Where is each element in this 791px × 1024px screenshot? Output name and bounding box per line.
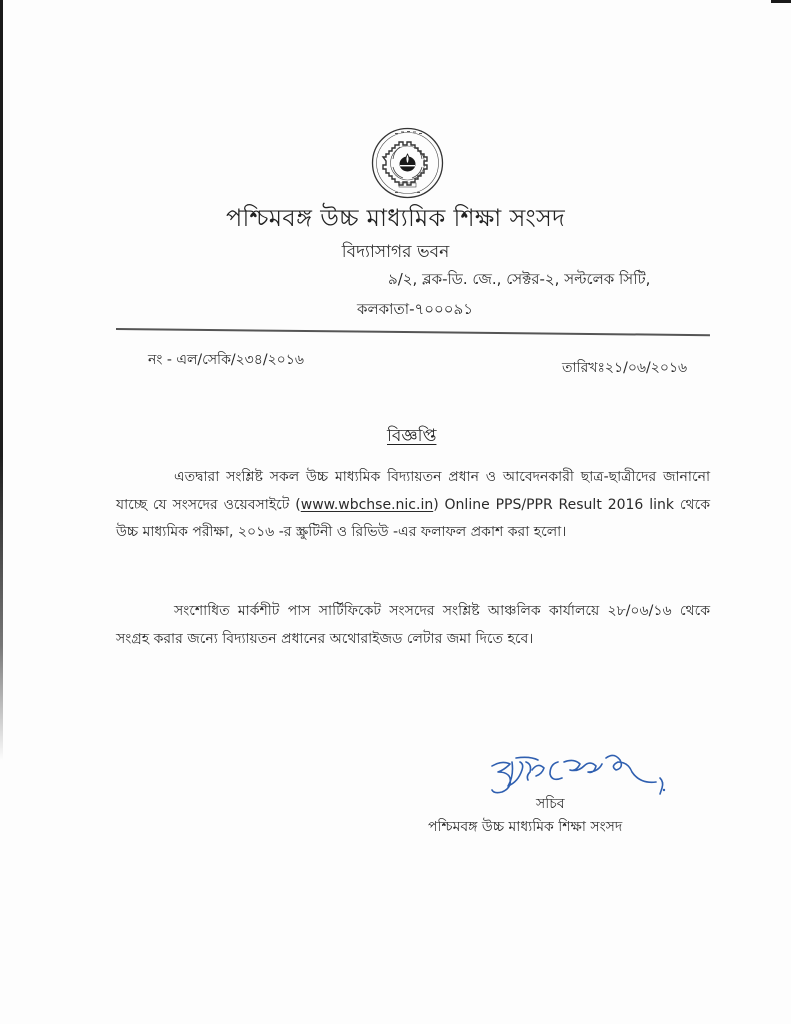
handwritten-signature-icon (488, 752, 678, 802)
building-name: বিদ্যাসাগর ভবন (341, 242, 450, 262)
paragraph-1-text-end: ) Online PPS/PPR Result 2016 link থেকে উচ্চ মাধ্যমিক পরীক্ষা, ২০১৬ -র স্ক্রুটিনী ও রিভিউ -এর ফলাফল প্রকাশ করা হলো। (116, 496, 710, 540)
notice-title: বিজ্ঞপ্তি (387, 426, 437, 446)
header-divider (116, 328, 710, 336)
address-line-2: কলকাতা-৭০০০৯১ (357, 300, 474, 318)
paragraph-2-text: সংশোধিত মার্কশীট পাস সার্টিফিকেট সংসদের সংশ্লিষ্ট আঞ্চলিক কার্যালয়ে ২৮/০৬/১৬ থেকে সংগ্রহ করার জন্যে বিদ্যায়তন প্রধানের অথোরাইজড লেটার জমা দিতে হবে। (116, 603, 710, 647)
wbchse-emblem-icon (371, 127, 444, 199)
notice-paragraph-2 (116, 598, 710, 653)
paragraph-1-text-start: এতদ্বারা সংশ্লিষ্ট সকল উচ্চ মাধ্যমিক বিদ্যায়তন প্রধান ও আবেদনকারী ছাত্র-ছাত্রীদের জানানো যাচ্ছে যে সংসদের ওয়েবসাইটে ( (116, 469, 710, 513)
scan-corner-shadow (771, 0, 791, 3)
memo-date: তারিখঃ২১/০৬/২০১৬ (562, 360, 688, 376)
signatory-title: সচিব (536, 796, 565, 812)
memo-number: নং - এল/সেকি/২৩৪/২০১৬ (148, 352, 304, 368)
address-line-1: ৯/২, ব্লক-ডি. জে., সেক্টর-২, সল্টলেক সিটি, (388, 270, 651, 288)
scan-edge-shadow (0, 0, 3, 760)
notice-paragraph-1 (116, 464, 710, 547)
signatory-organization: পশ্চিমবঙ্গ উচ্চ মাধ্যমিক শিক্ষা সংসদ (428, 819, 623, 835)
website-link[interactable]: www.wbchse.nic.in (300, 496, 434, 513)
organization-name: পশ্চিমবঙ্গ উচ্চ মাধ্যমিক শিক্ষা সংসদ (225, 204, 566, 232)
